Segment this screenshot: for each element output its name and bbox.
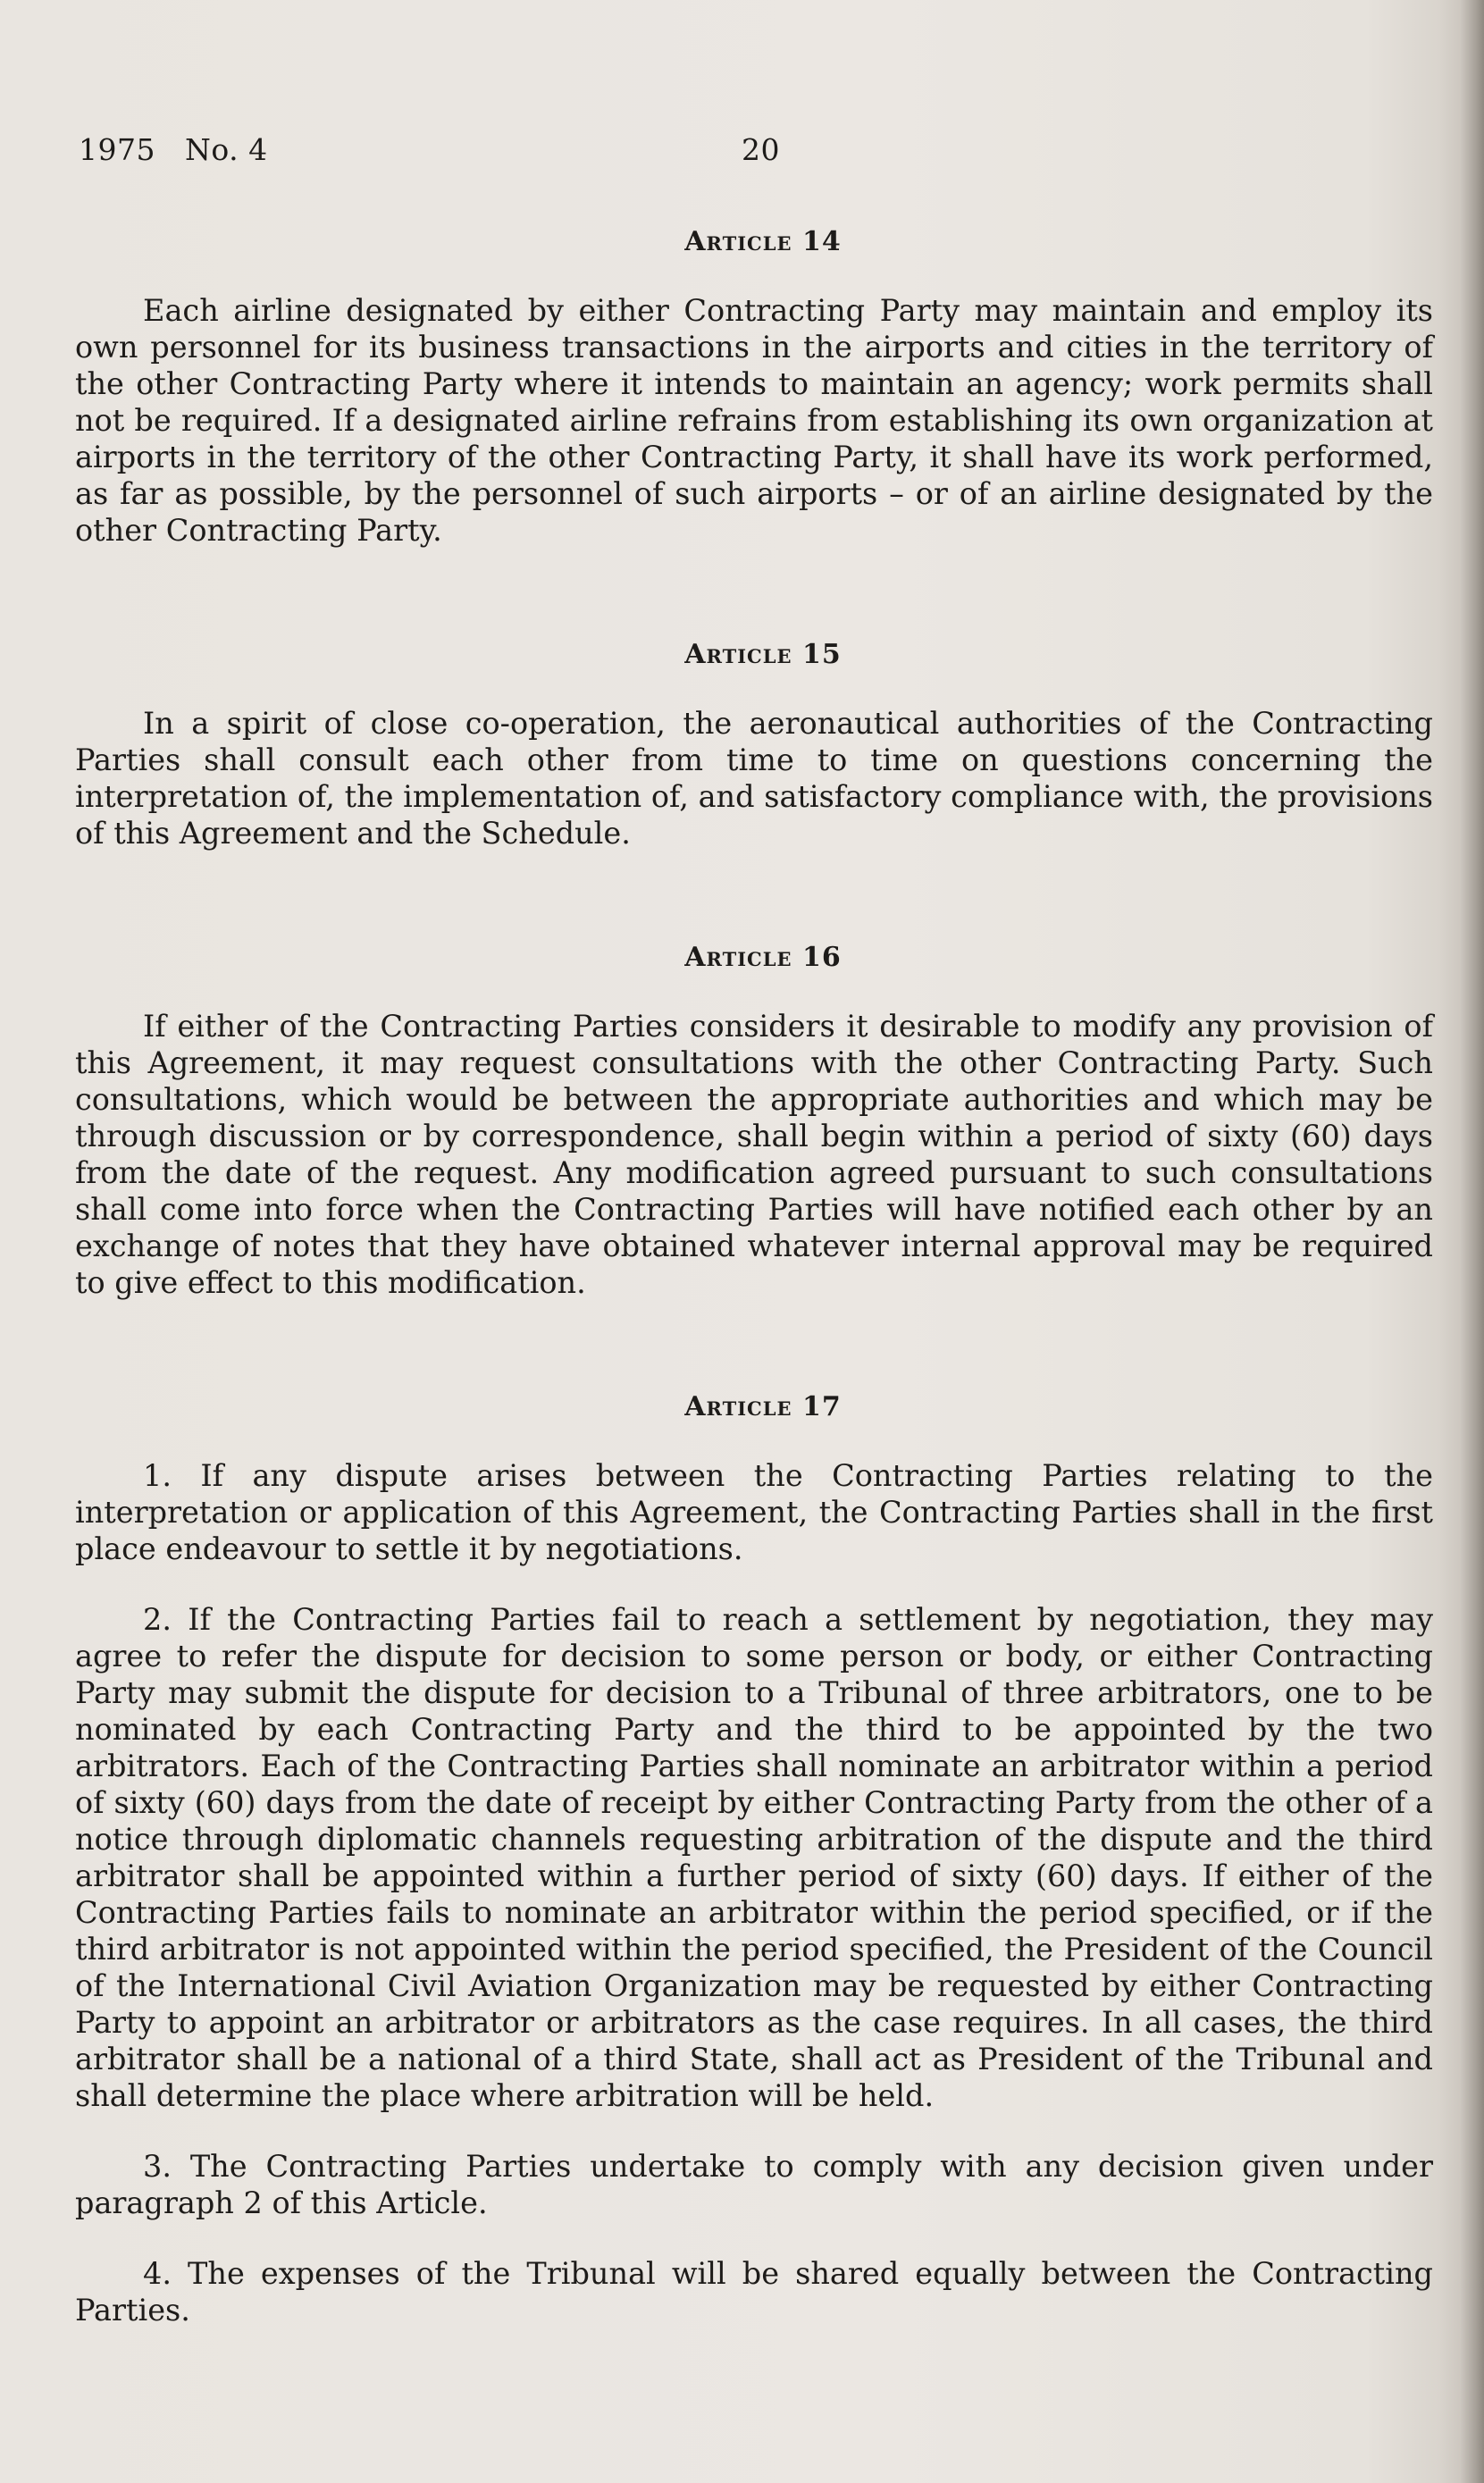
- article-heading: Article 16: [684, 942, 842, 973]
- article-heading: Article 17: [684, 1391, 842, 1422]
- document-body: [75, 223, 1433, 2328]
- article-paragraph: 1. If any dispute arises between the Contracting Parties relating to the interpretation or application of this Agreement, the Contracting Parties shall in the first place endeavour to settle it by negotiations.: [75, 1458, 1433, 1566]
- article-17: [75, 1388, 1433, 2328]
- series-number: 1975 No. 4: [79, 132, 268, 167]
- page-spine-shadow: [1461, 0, 1484, 2483]
- article-heading: Article 15: [684, 639, 842, 670]
- page-number: 20: [742, 132, 780, 167]
- article-paragraph: In a spirit of close co-operation, the aeronautical authorities of the Contracting Parties shall consult each other from time to time on questions concerning the interpretation of, the implementation of, and satisfactory compliance with, the provisions of this Agreement and the Schedule.: [75, 706, 1433, 851]
- article-paragraph: 3. The Contracting Parties undertake to comply with any decision given under paragraph 2 of this Article.: [75, 2149, 1433, 2220]
- article-heading: Article 14: [684, 226, 842, 257]
- article-16: [75, 939, 1433, 1301]
- article-14: [75, 223, 1433, 549]
- article-paragraph: If either of the Contracting Parties considers it desirable to modify any provision of this Agreement, it may request consultations with the other Contracting Party. Such consultations, which would be between the appropriate authorities and which may be through discussion or by correspondence, shall begin within a period of sixty (60) days from the date of the request. Any modification agreed pursuant to such consultations shall come into force when the Contracting Parties will have notified each other by an exchange of notes that they have obtained whatever internal approval may be required to give effect to this modification.: [75, 1009, 1433, 1300]
- article-paragraph: 4. The expenses of the Tribunal will be shared equally between the Contracting Parties.: [75, 2256, 1433, 2328]
- article-15: [75, 636, 1433, 851]
- article-paragraph: Each airline designated by either Contracting Party may maintain and employ its own personnel for its business transactions in the airports and cities in the territory of the other Contracting Party where it intends to maintain an agency; work permits shall not be required. If a designated airline refrains from establishing its own organization at airports in the territory of the other Contracting Party, it shall have its work performed, as far as possible, by the personnel of such airports – or of an airline designated by the other Contracting Party.: [75, 293, 1433, 548]
- article-paragraph: 2. If the Contracting Parties fail to reach a settlement by negotiation, they may agree to refer the dispute for decision to some person or body, or either Contracting Party may submit the dispute for decision to a Tribunal of three arbitrators, one to be nominated by each Contracting Party and the third to be appointed by the two arbitrators. Each of the Contracting Parties shall nominate an arbitrator within a period of sixty (60) days from the date of receipt by either Contracting Party from the other of a notice through diplomatic channels requesting arbitration of the dispute and the third arbitrator shall be appointed within a further period of sixty (60) days. If either of the Contracting Parties fails to nominate an arbitrator within the period specified, or if the third arbitrator is not appointed within the period specified, the President of the Council of the International Civil Aviation Organization may be requested by either Contracting Party to appoint an arbitrator or arbitrators as the case requires. In all cases, the third arbitrator shall be a national of a third State, shall act as President of the Tribunal and shall determine the place where arbitration will be held.: [75, 1602, 1433, 2113]
